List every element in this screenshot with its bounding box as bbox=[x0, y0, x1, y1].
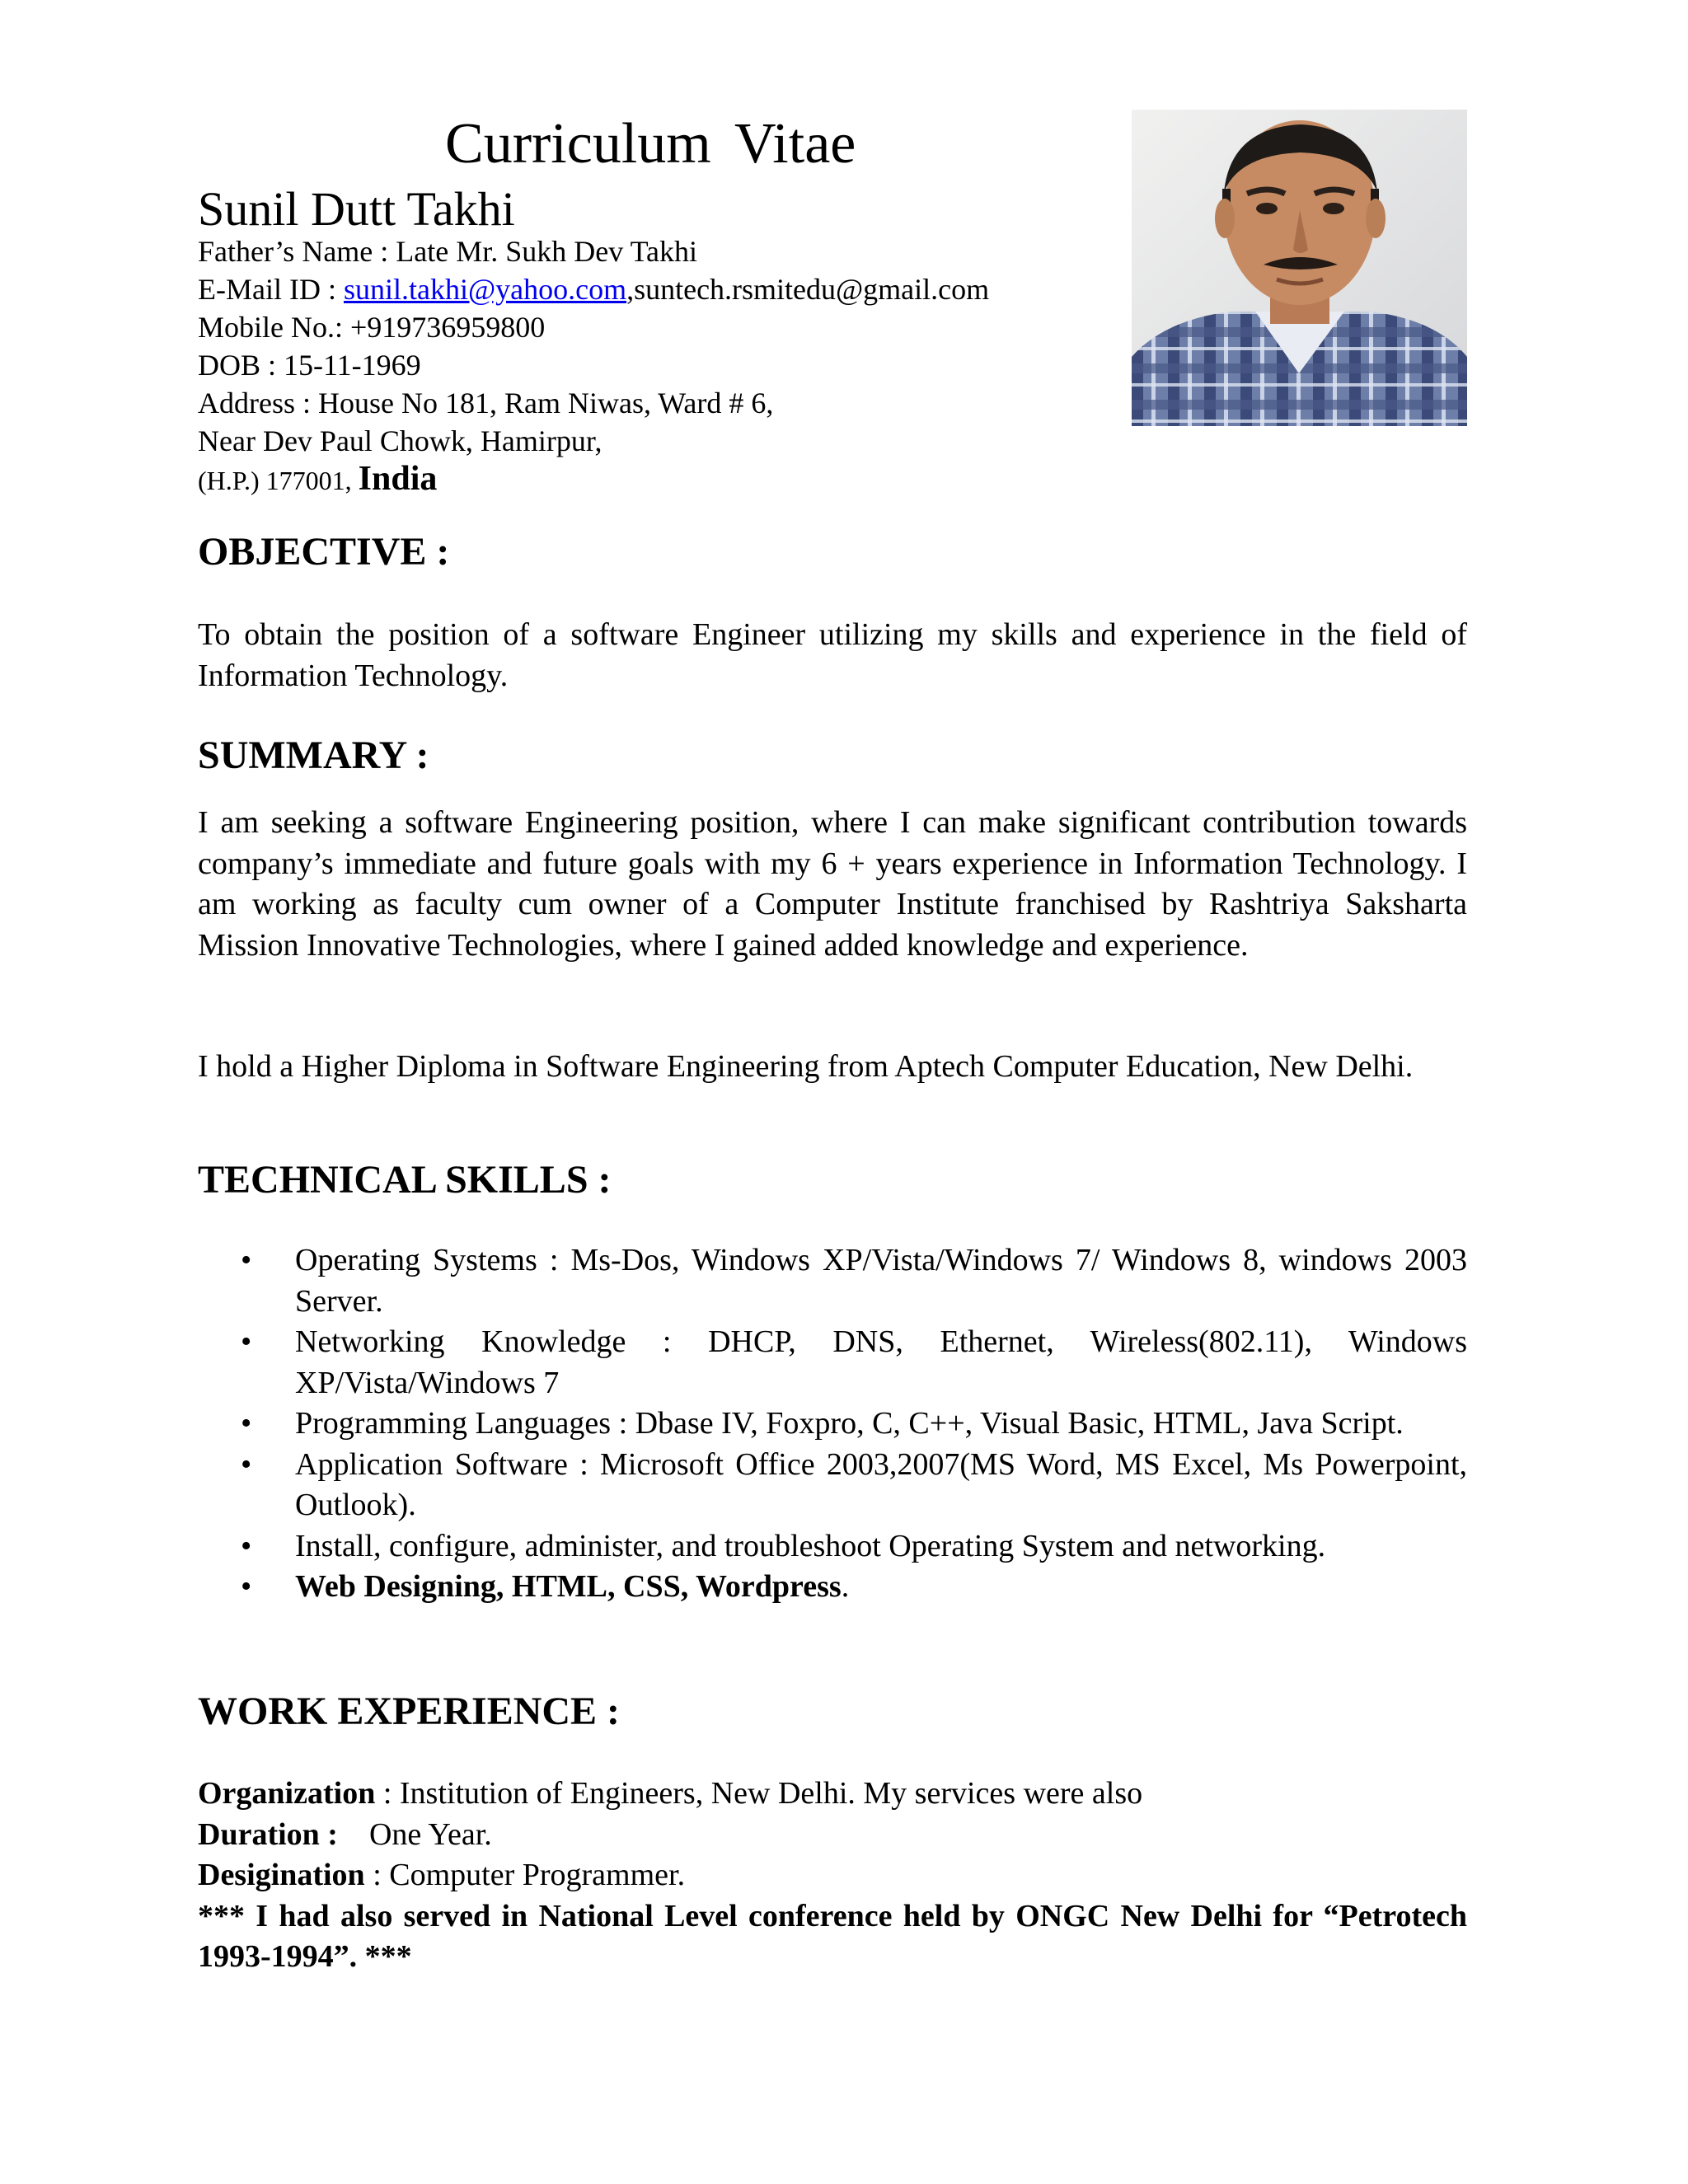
work-organization bbox=[198, 1774, 1467, 1815]
address-line-3 bbox=[198, 460, 989, 498]
skill-item-web-designing bbox=[198, 1567, 1467, 1608]
organization-label: Organization bbox=[198, 1776, 376, 1811]
skills-heading: TECHNICAL SKILLS : bbox=[198, 1158, 612, 1202]
skill-text: Install, configure, administer, and troubleshoot Operating System and networking. bbox=[295, 1528, 1326, 1563]
profile-photo bbox=[1132, 110, 1467, 426]
skills-list bbox=[198, 1240, 1467, 1608]
address-country: India bbox=[358, 460, 438, 498]
designation-label: Desigination bbox=[198, 1858, 365, 1892]
email-secondary: ,suntech.rsmitedu@gmail.com bbox=[626, 273, 990, 306]
profile-photo-image bbox=[1132, 110, 1467, 426]
address-line-2: Near Dev Paul Chowk, Hamirpur, bbox=[198, 424, 603, 457]
work-heading: WORK EXPERIENCE : bbox=[198, 1690, 621, 1733]
skill-text-end: . bbox=[841, 1569, 850, 1604]
summary-paragraph-1: I am seeking a software Engineering position, where I can make significant contribution towards company’s immediate and future goals with my 6 + years experience in Information Technology. I am working as faculty cum owner of a Computer Institute franchised by Rashtriya Saksharta Mission Innovative Technologies, where I gained added knowledge and experience. bbox=[198, 805, 1467, 963]
designation-value: : Computer Programmer. bbox=[364, 1858, 686, 1892]
mobile-number: Mobile No.: +919736959800 bbox=[198, 311, 546, 344]
email-link[interactable]: sunil.takhi@yahoo.com bbox=[343, 273, 627, 306]
bullet-icon: • bbox=[241, 1569, 252, 1604]
bullet-icon: • bbox=[241, 1406, 252, 1441]
bullet-icon: • bbox=[241, 1243, 252, 1277]
skill-text: Application Software : Microsoft Office 2003,2007(MS Word, MS Excel, Ms Powerpoint, Outlook). bbox=[295, 1446, 1467, 1522]
organization-value: : Institution of Engineers, New Delhi. My services were also bbox=[375, 1776, 1143, 1811]
skill-text: Networking Knowledge : DHCP, DNS, Ethernet, Wireless(802.11), Windows XP/Vista/Windows 7 bbox=[295, 1324, 1467, 1400]
person-name: Sunil Dutt Takhi bbox=[198, 182, 515, 236]
work-note: *** I had also served in National Level conference held by ONGC New Delhi for “Petrotech 1993-1994”. *** bbox=[198, 1898, 1467, 1974]
skill-item-application-software bbox=[198, 1445, 1467, 1526]
date-of-birth: DOB : 15-11-1969 bbox=[198, 349, 421, 382]
skill-text-bold: Web Designing, HTML, CSS, Wordpress bbox=[295, 1569, 842, 1604]
email-line bbox=[198, 270, 989, 308]
duration-label: Duration : bbox=[198, 1816, 338, 1852]
work-experience bbox=[198, 1774, 1467, 1978]
work-designation bbox=[198, 1855, 1467, 1896]
skill-item-networking bbox=[198, 1322, 1467, 1404]
summary-paragraph-2: I hold a Higher Diploma in Software Engineering from Aptech Computer Education, New Delhi. bbox=[198, 1049, 1414, 1084]
skill-text: Programming Languages : Dbase IV, Foxpro, C, C++, Visual Basic, HTML, Java Script. bbox=[295, 1406, 1404, 1441]
bullet-icon: • bbox=[241, 1324, 252, 1359]
address-postal: (H.P.) 177001, bbox=[198, 466, 359, 495]
skill-item-operating-systems bbox=[198, 1240, 1467, 1322]
skill-item-programming bbox=[198, 1404, 1467, 1445]
objective-text: To obtain the position of a software Engineer utilizing my skills and experience in the field of Information Technology. bbox=[198, 617, 1467, 693]
objective-heading: OBJECTIVE : bbox=[198, 530, 450, 574]
father-name: Father’s Name : Late Mr. Sukh Dev Takhi bbox=[198, 235, 698, 268]
bullet-icon: • bbox=[241, 1528, 252, 1563]
summary-heading: SUMMARY : bbox=[198, 733, 429, 777]
personal-info bbox=[198, 232, 989, 498]
duration-value: One Year. bbox=[337, 1816, 492, 1852]
skill-text: Operating Systems : Ms-Dos, Windows XP/Vista/Windows 7/ Windows 8, windows 2003 Server. bbox=[295, 1243, 1467, 1319]
document-title: Curriculum Vitae bbox=[445, 112, 856, 176]
email-label: E-Mail ID : bbox=[198, 273, 344, 306]
work-duration bbox=[198, 1815, 1467, 1856]
bullet-icon: • bbox=[241, 1446, 252, 1482]
address-line-1: Address : House No 181, Ram Niwas, Ward # 6, bbox=[198, 387, 774, 419]
skill-item-install bbox=[198, 1526, 1467, 1568]
